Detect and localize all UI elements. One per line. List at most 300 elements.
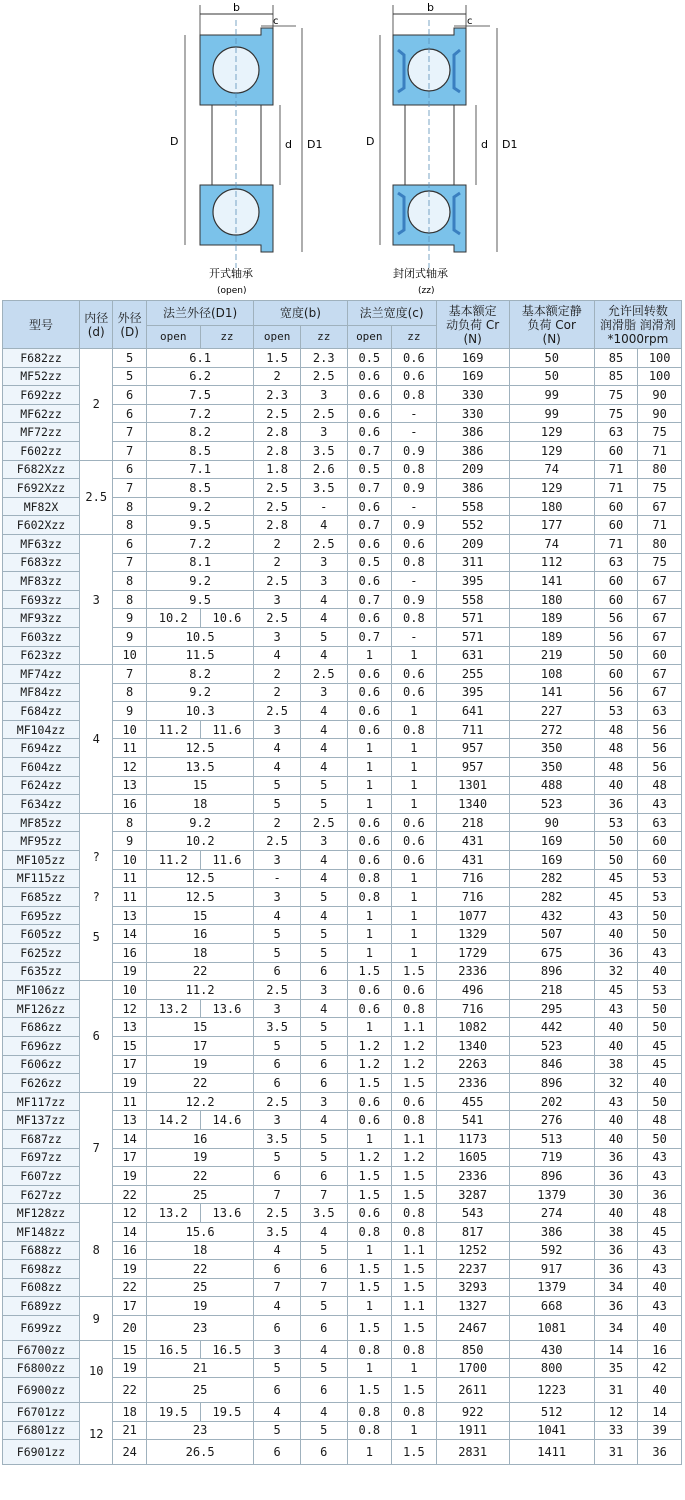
dynamic-load-cell: 1077 [436, 906, 509, 925]
speed-oil-cell: 75 [638, 423, 682, 442]
dynamic-load-cell: 1173 [436, 1129, 509, 1148]
dynamic-load-cell: 1329 [436, 925, 509, 944]
width-zz-cell: 2.6 [300, 460, 347, 479]
dim-b-sealed: b [427, 1, 434, 14]
width-zz-cell: 6 [300, 1055, 347, 1074]
flange-od-cell: 12.5 [146, 739, 253, 758]
speed-grease-cell: 60 [594, 572, 638, 591]
speed-oil-cell: 63 [638, 813, 682, 832]
model-cell: F694zz [3, 739, 80, 758]
flange-width-zz-cell: 1.1 [392, 1241, 437, 1260]
flange-od-cell: 17 [146, 1036, 253, 1055]
speed-oil-cell: 36 [638, 1440, 682, 1465]
width-zz-cell: 4 [300, 906, 347, 925]
dynamic-load-cell: 1301 [436, 776, 509, 795]
flange-od-open-cell: 14.2 [146, 1111, 200, 1130]
bearing-diagram-svg [0, 0, 685, 300]
table-row [3, 1204, 682, 1223]
dynamic-load-cell: 817 [436, 1222, 509, 1241]
dynamic-load-cell: 2611 [436, 1378, 509, 1403]
flange-width-open-cell: 0.6 [347, 497, 392, 516]
inner-diameter-cell: 8 [80, 1204, 113, 1297]
static-load-cell: 295 [509, 999, 594, 1018]
speed-oil-cell: 90 [638, 386, 682, 405]
flange-width-zz-cell: 0.8 [392, 1222, 437, 1241]
speed-grease-cell: 36 [594, 944, 638, 963]
model-cell: F626zz [3, 1074, 80, 1093]
width-zz-cell: 3 [300, 981, 347, 1000]
model-cell: MF83zz [3, 572, 80, 591]
spec-table-body [3, 349, 682, 1465]
width-zz-cell: 5 [300, 627, 347, 646]
width-zz-cell: 3.5 [300, 479, 347, 498]
bearing-diagrams [0, 0, 685, 300]
speed-oil-cell: 43 [638, 1167, 682, 1186]
flange-width-open-cell: 0.5 [347, 349, 392, 368]
static-load-cell: 1223 [509, 1378, 594, 1403]
speed-oil-cell: 67 [638, 683, 682, 702]
width-open-cell: 2.5 [254, 981, 301, 1000]
flange-od-cell: 7.2 [146, 404, 253, 423]
flange-width-open-cell: 1 [347, 758, 392, 777]
width-zz-cell: 2.5 [300, 665, 347, 684]
width-open-cell: 3 [254, 627, 301, 646]
header-inner-dia: 内径 (d) [80, 301, 113, 349]
dynamic-load-cell: 330 [436, 404, 509, 423]
outer-diameter-cell: 18 [113, 1403, 146, 1422]
flange-width-zz-cell: 1.1 [392, 1129, 437, 1148]
flange-od-cell: 10.3 [146, 702, 253, 721]
width-zz-cell: 5 [300, 925, 347, 944]
flange-width-open-cell: 0.8 [347, 1403, 392, 1422]
speed-oil-cell: 43 [638, 1260, 682, 1279]
dynamic-load-cell: 2336 [436, 962, 509, 981]
flange-width-open-cell: 1 [347, 1297, 392, 1316]
width-open-cell: 4 [254, 758, 301, 777]
static-load-cell: 180 [509, 497, 594, 516]
dynamic-load-cell: 2467 [436, 1315, 509, 1340]
speed-oil-cell: 40 [638, 1315, 682, 1340]
inner-diameter-value: 5 [92, 930, 100, 945]
speed-grease-cell: 40 [594, 1018, 638, 1037]
flange-od-cell: 15 [146, 776, 253, 795]
flange-width-open-cell: 1 [347, 646, 392, 665]
flange-width-open-cell: 0.6 [347, 404, 392, 423]
flange-width-zz-cell: 0.8 [392, 386, 437, 405]
dynamic-load-cell: 169 [436, 367, 509, 386]
outer-diameter-cell: 13 [113, 906, 146, 925]
width-open-cell: 5 [254, 1148, 301, 1167]
speed-grease-cell: 31 [594, 1378, 638, 1403]
flange-od-cell: 7.5 [146, 386, 253, 405]
model-cell: F6901zz [3, 1440, 80, 1465]
flange-od-cell: 8.2 [146, 423, 253, 442]
static-load-cell: 668 [509, 1297, 594, 1316]
outer-diameter-cell: 19 [113, 1260, 146, 1279]
outer-diameter-cell: 19 [113, 1167, 146, 1186]
model-cell: F684zz [3, 702, 80, 721]
speed-oil-cell: 48 [638, 1204, 682, 1223]
speed-grease-cell: 50 [594, 646, 638, 665]
width-open-cell: 7 [254, 1185, 301, 1204]
model-cell: MF137zz [3, 1111, 80, 1130]
dynamic-load-cell: 922 [436, 1403, 509, 1422]
speed-oil-cell: 53 [638, 888, 682, 907]
flange-width-zz-cell: 1.5 [392, 1167, 437, 1186]
width-zz-cell: 6 [300, 1315, 347, 1340]
speed-grease-cell: 48 [594, 720, 638, 739]
outer-diameter-cell: 21 [113, 1421, 146, 1440]
dynamic-load-cell: 1327 [436, 1297, 509, 1316]
speed-grease-cell: 50 [594, 851, 638, 870]
static-load-cell: 592 [509, 1241, 594, 1260]
outer-diameter-cell: 12 [113, 758, 146, 777]
width-zz-cell: 3 [300, 1092, 347, 1111]
dynamic-load-cell: 1911 [436, 1421, 509, 1440]
static-load-cell: 129 [509, 441, 594, 460]
flange-od-zz-cell: 11.6 [200, 720, 254, 739]
speed-grease-cell: 34 [594, 1278, 638, 1297]
outer-diameter-cell: 5 [113, 349, 146, 368]
flange-od-cell: 25 [146, 1278, 253, 1297]
speed-oil-cell: 100 [638, 367, 682, 386]
width-zz-cell: 4 [300, 720, 347, 739]
model-cell: F627zz [3, 1185, 80, 1204]
flange-od-cell: 8.5 [146, 479, 253, 498]
inner-diameter-cell: 6 [80, 981, 113, 1093]
flange-width-zz-cell: 1.2 [392, 1055, 437, 1074]
outer-diameter-cell: 19 [113, 962, 146, 981]
table-row [3, 460, 682, 479]
inner-diameter-cell: 12 [80, 1403, 113, 1465]
flange-width-open-cell: 0.6 [347, 386, 392, 405]
static-load-cell: 74 [509, 534, 594, 553]
header-open: open [347, 326, 392, 349]
speed-grease-cell: 36 [594, 1260, 638, 1279]
outer-diameter-cell: 15 [113, 1340, 146, 1359]
width-zz-cell: 3 [300, 423, 347, 442]
width-open-cell: 3 [254, 590, 301, 609]
width-zz-cell: 4 [300, 869, 347, 888]
flange-width-open-cell: 0.6 [347, 572, 392, 591]
flange-od-cell: 25 [146, 1378, 253, 1403]
flange-od-cell: 18 [146, 1241, 253, 1260]
speed-grease-cell: 85 [594, 349, 638, 368]
speed-oil-cell: 50 [638, 906, 682, 925]
width-open-cell: 2 [254, 534, 301, 553]
dim-D1-open: D1 [307, 138, 323, 151]
header-dynamic-load: 基本额定 动负荷 Cr (N) [436, 301, 509, 349]
speed-oil-cell: 45 [638, 1036, 682, 1055]
inner-diameter-cell: 9 [80, 1297, 113, 1341]
flange-width-open-cell: 0.8 [347, 869, 392, 888]
outer-diameter-cell: 16 [113, 795, 146, 814]
flange-width-zz-cell: 1.5 [392, 1278, 437, 1297]
width-open-cell: 4 [254, 1403, 301, 1422]
static-load-cell: 99 [509, 404, 594, 423]
outer-diameter-cell: 6 [113, 404, 146, 423]
static-load-cell: 350 [509, 739, 594, 758]
header-static-load: 基本额定静 负荷 Cor (N) [509, 301, 594, 349]
flange-width-zz-cell: 0.6 [392, 813, 437, 832]
speed-grease-cell: 36 [594, 1241, 638, 1260]
flange-width-open-cell: 0.7 [347, 479, 392, 498]
width-zz-cell: 5 [300, 1018, 347, 1037]
static-load-cell: 1411 [509, 1440, 594, 1465]
table-row [3, 813, 682, 832]
header-outer-dia: 外径 (D) [113, 301, 146, 349]
flange-width-zz-cell: 1 [392, 702, 437, 721]
speed-oil-cell: 67 [638, 572, 682, 591]
width-open-cell: 2 [254, 683, 301, 702]
header-model: 型号 [3, 301, 80, 349]
width-zz-cell: 4 [300, 702, 347, 721]
flange-width-zz-cell: 1.2 [392, 1036, 437, 1055]
static-load-cell: 169 [509, 851, 594, 870]
speed-grease-cell: 60 [594, 497, 638, 516]
flange-od-cell: 13.5 [146, 758, 253, 777]
static-load-cell: 488 [509, 776, 594, 795]
outer-diameter-cell: 9 [113, 627, 146, 646]
dim-D1-sealed: D1 [502, 138, 518, 151]
width-open-cell: 5 [254, 1036, 301, 1055]
dynamic-load-cell: 716 [436, 888, 509, 907]
model-cell: MF106zz [3, 981, 80, 1000]
model-cell: F697zz [3, 1148, 80, 1167]
flange-width-zz-cell: 1.5 [392, 1074, 437, 1093]
width-open-cell: 2 [254, 813, 301, 832]
model-cell: F605zz [3, 925, 80, 944]
outer-diameter-cell: 11 [113, 888, 146, 907]
header-zz: zz [200, 326, 254, 349]
outer-diameter-cell: 13 [113, 776, 146, 795]
width-open-cell: 6 [254, 1378, 301, 1403]
speed-grease-cell: 36 [594, 795, 638, 814]
flange-width-zz-cell: 1.5 [392, 962, 437, 981]
flange-width-open-cell: 0.6 [347, 683, 392, 702]
flange-width-open-cell: 0.6 [347, 1204, 392, 1223]
speed-grease-cell: 45 [594, 869, 638, 888]
flange-width-open-cell: 1.5 [347, 1260, 392, 1279]
dim-d-open: d [285, 138, 292, 151]
static-load-cell: 282 [509, 869, 594, 888]
static-load-cell: 108 [509, 665, 594, 684]
model-cell: MF84zz [3, 683, 80, 702]
width-open-cell: 2.5 [254, 1092, 301, 1111]
flange-width-open-cell: 1 [347, 906, 392, 925]
flange-width-open-cell: 0.7 [347, 627, 392, 646]
speed-oil-cell: 56 [638, 720, 682, 739]
flange-od-cell: 9.5 [146, 516, 253, 535]
flange-width-open-cell: 0.6 [347, 702, 392, 721]
flange-od-cell: 6.2 [146, 367, 253, 386]
static-load-cell: 112 [509, 553, 594, 572]
outer-diameter-cell: 7 [113, 665, 146, 684]
width-zz-cell: 5 [300, 1421, 347, 1440]
model-cell: F635zz [3, 962, 80, 981]
flange-width-zz-cell: 0.6 [392, 665, 437, 684]
sealed-caption: 封闭式轴承 [393, 267, 448, 280]
flange-width-zz-cell: 1 [392, 646, 437, 665]
outer-diameter-cell: 24 [113, 1440, 146, 1465]
dynamic-load-cell: 209 [436, 534, 509, 553]
speed-grease-cell: 43 [594, 906, 638, 925]
static-load-cell: 141 [509, 572, 594, 591]
flange-od-open-cell: 19.5 [146, 1403, 200, 1422]
dynamic-load-cell: 1340 [436, 1036, 509, 1055]
speed-oil-cell: 56 [638, 758, 682, 777]
outer-diameter-cell: 11 [113, 1092, 146, 1111]
static-load-cell: 917 [509, 1260, 594, 1279]
flange-width-open-cell: 0.8 [347, 1340, 392, 1359]
speed-grease-cell: 63 [594, 423, 638, 442]
outer-diameter-cell: 10 [113, 981, 146, 1000]
dynamic-load-cell: 1729 [436, 944, 509, 963]
width-zz-cell: 4 [300, 851, 347, 870]
dynamic-load-cell: 431 [436, 851, 509, 870]
width-zz-cell: 6 [300, 962, 347, 981]
speed-grease-cell: 40 [594, 1036, 638, 1055]
static-load-cell: 1379 [509, 1185, 594, 1204]
flange-width-zz-cell: 0.6 [392, 349, 437, 368]
dynamic-load-cell: 1252 [436, 1241, 509, 1260]
flange-width-open-cell: 1 [347, 739, 392, 758]
model-cell: MF72zz [3, 423, 80, 442]
header-zz: zz [300, 326, 347, 349]
outer-diameter-cell: 22 [113, 1278, 146, 1297]
speed-oil-cell: 53 [638, 869, 682, 888]
model-cell: F682Xzz [3, 460, 80, 479]
speed-oil-cell: 16 [638, 1340, 682, 1359]
flange-od-open-cell: 11.2 [146, 720, 200, 739]
width-open-cell: 6 [254, 1260, 301, 1279]
flange-od-zz-cell: 16.5 [200, 1340, 254, 1359]
model-cell: F608zz [3, 1278, 80, 1297]
model-cell: F685zz [3, 888, 80, 907]
speed-oil-cell: 60 [638, 832, 682, 851]
model-cell: MF115zz [3, 869, 80, 888]
width-open-cell: 5 [254, 776, 301, 795]
model-cell: F692zz [3, 386, 80, 405]
flange-width-zz-cell: 0.8 [392, 609, 437, 628]
dynamic-load-cell: 716 [436, 869, 509, 888]
outer-diameter-cell: 17 [113, 1148, 146, 1167]
outer-diameter-cell: 20 [113, 1315, 146, 1340]
dynamic-load-cell: 631 [436, 646, 509, 665]
width-open-cell: 1.8 [254, 460, 301, 479]
dynamic-load-cell: 2237 [436, 1260, 509, 1279]
speed-grease-cell: 48 [594, 758, 638, 777]
static-load-cell: 189 [509, 627, 594, 646]
speed-grease-cell: 38 [594, 1222, 638, 1241]
speed-grease-cell: 71 [594, 534, 638, 553]
speed-grease-cell: 56 [594, 609, 638, 628]
model-cell: MF52zz [3, 367, 80, 386]
speed-grease-cell: 40 [594, 1129, 638, 1148]
width-zz-cell: 6 [300, 1074, 347, 1093]
flange-width-open-cell: 0.5 [347, 553, 392, 572]
flange-width-zz-cell: 1.1 [392, 1018, 437, 1037]
flange-width-open-cell: 1 [347, 1359, 392, 1378]
flange-od-cell: 19 [146, 1055, 253, 1074]
width-open-cell: 4 [254, 646, 301, 665]
outer-diameter-cell: 11 [113, 739, 146, 758]
flange-width-zz-cell: 1 [392, 869, 437, 888]
header-speed: 允许回转数 润滑脂 润滑剂 *1000rpm [594, 301, 681, 349]
speed-oil-cell: 67 [638, 590, 682, 609]
flange-width-open-cell: 1.2 [347, 1148, 392, 1167]
speed-oil-cell: 50 [638, 1018, 682, 1037]
outer-diameter-cell: 9 [113, 702, 146, 721]
outer-diameter-cell: 10 [113, 720, 146, 739]
speed-grease-cell: 45 [594, 981, 638, 1000]
speed-grease-cell: 60 [594, 665, 638, 684]
flange-width-zz-cell: 1.5 [392, 1315, 437, 1340]
flange-od-cell: 18 [146, 795, 253, 814]
static-load-cell: 675 [509, 944, 594, 963]
model-cell: F625zz [3, 944, 80, 963]
speed-grease-cell: 56 [594, 683, 638, 702]
width-zz-cell: 4 [300, 516, 347, 535]
flange-od-cell: 22 [146, 1167, 253, 1186]
dynamic-load-cell: 571 [436, 627, 509, 646]
flange-width-open-cell: 0.6 [347, 665, 392, 684]
dynamic-load-cell: 3293 [436, 1278, 509, 1297]
model-cell: MF128zz [3, 1204, 80, 1223]
flange-width-open-cell: 1 [347, 1018, 392, 1037]
model-cell: F693zz [3, 590, 80, 609]
width-zz-cell: 3 [300, 572, 347, 591]
width-zz-cell: 4 [300, 1340, 347, 1359]
model-cell: F682zz [3, 349, 80, 368]
static-load-cell: 272 [509, 720, 594, 739]
flange-width-zz-cell: 0.6 [392, 981, 437, 1000]
outer-diameter-cell: 17 [113, 1055, 146, 1074]
static-load-cell: 896 [509, 962, 594, 981]
width-open-cell: 3.5 [254, 1018, 301, 1037]
flange-od-cell: 19 [146, 1148, 253, 1167]
width-zz-cell: 4 [300, 739, 347, 758]
flange-width-zz-cell: 0.6 [392, 367, 437, 386]
dynamic-load-cell: 386 [436, 423, 509, 442]
flange-od-cell: 22 [146, 962, 253, 981]
flange-width-open-cell: 0.6 [347, 851, 392, 870]
static-load-cell: 386 [509, 1222, 594, 1241]
inner-diameter-value: ? [92, 850, 100, 865]
width-open-cell: 3 [254, 999, 301, 1018]
flange-od-cell: 8.2 [146, 665, 253, 684]
inner-diameter-cell: 4 [80, 665, 113, 814]
table-row [3, 665, 682, 684]
dynamic-load-cell: 169 [436, 349, 509, 368]
static-load-cell: 50 [509, 349, 594, 368]
outer-diameter-cell: 9 [113, 832, 146, 851]
width-zz-cell: 4 [300, 1403, 347, 1422]
flange-od-zz-cell: 10.6 [200, 609, 254, 628]
flange-od-cell: 9.2 [146, 813, 253, 832]
model-cell: F6801zz [3, 1421, 80, 1440]
flange-od-open-cell: 13.2 [146, 1204, 200, 1223]
outer-diameter-cell: 16 [113, 1241, 146, 1260]
model-cell: MF126zz [3, 999, 80, 1018]
model-cell: MF85zz [3, 813, 80, 832]
flange-width-zz-cell: 1 [392, 1421, 437, 1440]
model-cell: MF93zz [3, 609, 80, 628]
speed-oil-cell: 40 [638, 1378, 682, 1403]
width-open-cell: 5 [254, 944, 301, 963]
speed-grease-cell: 40 [594, 1111, 638, 1130]
dynamic-load-cell: 209 [436, 460, 509, 479]
